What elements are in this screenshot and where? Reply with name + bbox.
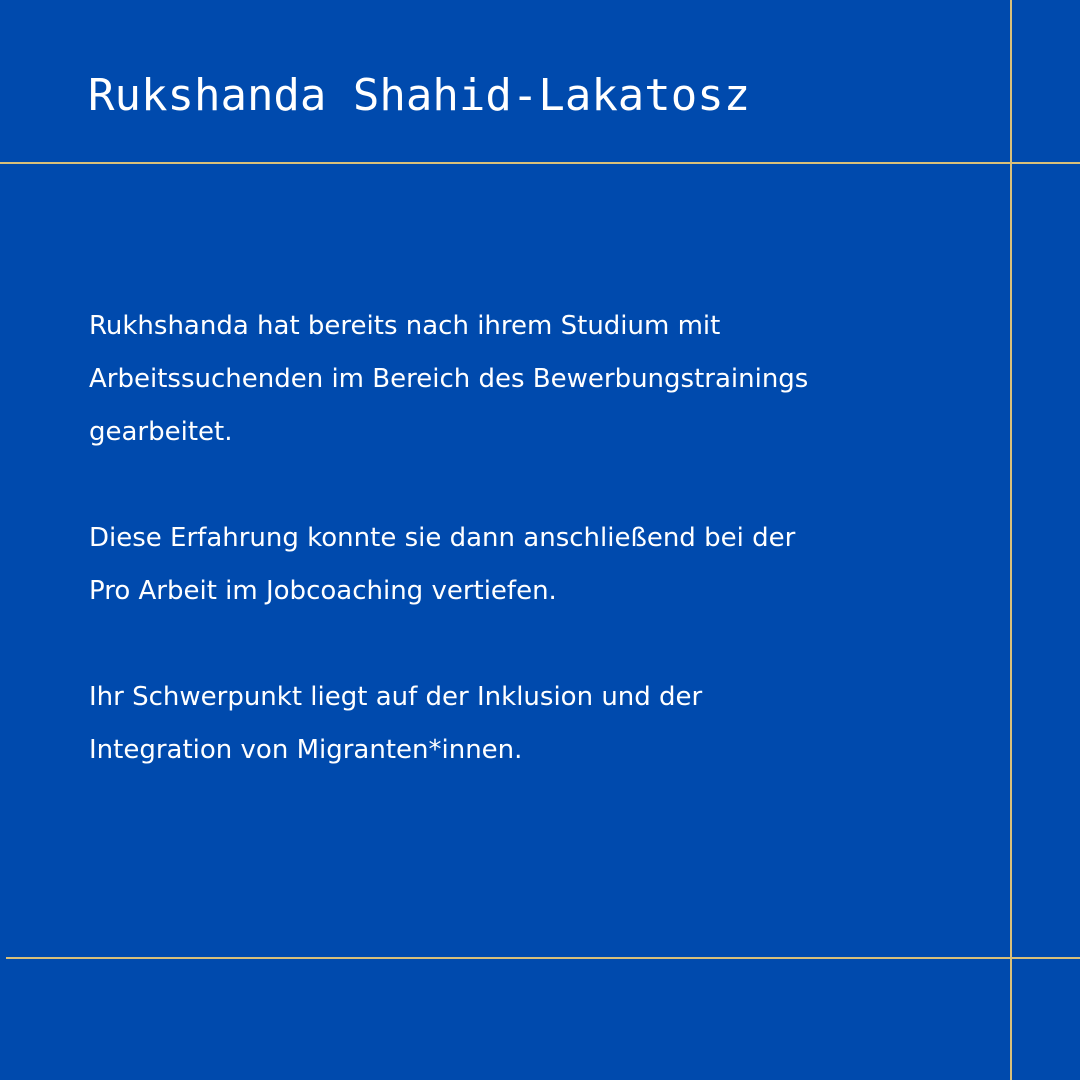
right-vertical-line [1010,0,1012,1080]
bio-line: Rukhshanda hat bereits nach ihrem Studium mit [89,311,721,341]
bio-line: gearbeitet. [89,417,233,447]
page-title: Rukshanda Shahid-Lakatosz [88,70,751,121]
bio-paragraph-3 [89,671,989,777]
bottom-divider-line [6,957,1080,959]
bio-line: Ihr Schwerpunkt liegt auf der Inklusion und der [89,682,703,712]
bio-line: Pro Arbeit im Jobcoaching vertiefen. [89,576,557,606]
bio-paragraph-1 [89,300,989,459]
top-divider-line [0,162,1080,164]
bio-line: Diese Erfahrung konnte sie dann anschließend bei der [89,523,796,553]
bio-text [89,300,989,777]
bio-paragraph-2 [89,512,989,618]
bio-line: Integration von Migranten*innen. [89,735,523,765]
bio-line: Arbeitssuchenden im Bereich des Bewerbungstrainings [89,364,809,394]
